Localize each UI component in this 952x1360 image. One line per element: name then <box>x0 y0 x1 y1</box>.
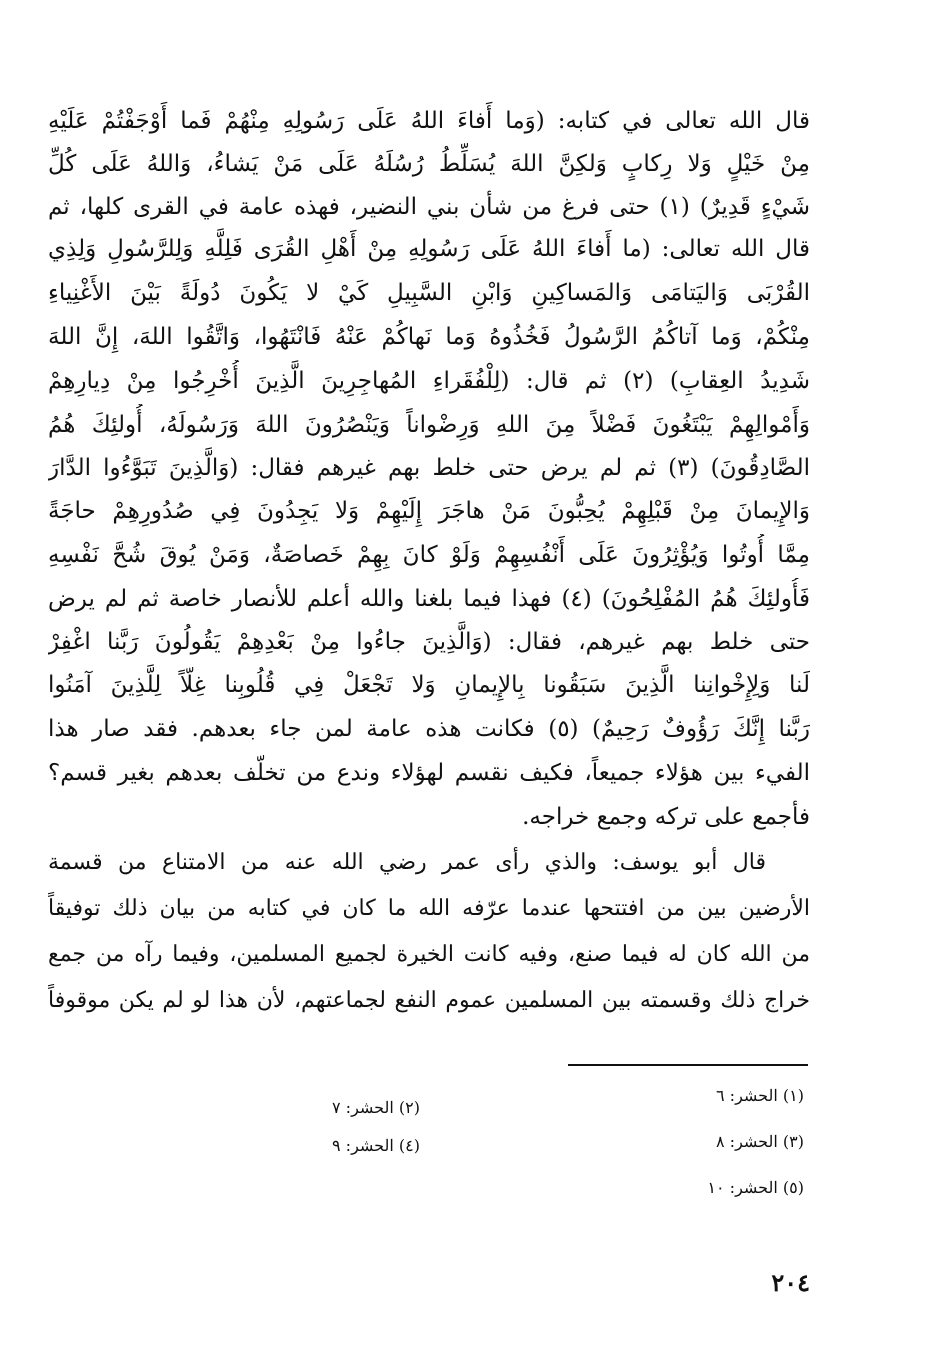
text-line: الأرضين بين من افتتحها عندما عرّفه الله ما كان في كتابه من بيان ذلك توفيقاً <box>48 896 810 921</box>
text-line: رَبَّنا إِنَّكَ رَؤُوفٌ رَحِيمٌ) (٥) فكانت هذه عامة لمن جاء بعدهم. فقد صار هذا <box>48 716 810 742</box>
footnote-4: (٤) الحشر: ٩ <box>332 1136 420 1155</box>
footnote-separator <box>568 1064 808 1066</box>
text-line: لَنا وَلِإِخْوانِنا الَّذِينَ سَبَقُونا بِالإِيمانِ وَلا تَجْعَلْ فِي قُلُوبِنا غِلّاً لِلَّذِينَ آمَنُوا <box>48 672 810 698</box>
text-line: قال أبو يوسف: والذي رأى عمر رضي الله عنه من الامتناع من قسمة <box>48 850 766 875</box>
paragraph-2 <box>48 0 810 1360</box>
text-line: فَأُولئِكَ هُمُ المُفْلِحُونَ) (٤) فهذا فيما بلغنا والله أعلم للأنصار خاصة ثم لم يرض <box>48 586 810 612</box>
text-line: قال الله تعالى في كتابه: (وَما أَفاءَ اللهُ عَلَى رَسُولِهِ مِنْهُمْ فَما أَوْجَفْتُمْ عَلَيْهِ <box>48 108 810 134</box>
footnote-1: (١) الحشر: ٦ <box>716 1086 804 1105</box>
text-line: من الله كان له فيما صنع، وفيه كانت الخيرة لجميع المسلمين، وفيما رآه من جمع <box>48 942 810 967</box>
footnote-2: (٢) الحشر: ٧ <box>332 1098 420 1117</box>
text-line: فأجمع على تركه وجمع خراجه. <box>522 804 810 830</box>
text-line: مِنْكُمْ، وَما آتاكُمُ الرَّسُولُ فَخُذُوهُ وَما نَهاكُمْ عَنْهُ فَانْتَهُوا، وَاتَّقُوا اللهَ، إِنَّ اللهَ <box>48 324 810 350</box>
text-line: مِمَّا أُوتُوا وَيُؤْثِرُونَ عَلَى أَنْفُسِهِمْ وَلَوْ كانَ بِهِمْ خَصاصَةٌ، وَمَنْ يُوقَ شُحَّ نَفْسِهِ <box>48 542 810 568</box>
text-line: الفيء بين هؤلاء جميعاً، فكيف نقسم لهؤلاء وندع من تخلّف بعدهم بغير قسم؟ <box>48 760 810 786</box>
text-line: القُرْبَى وَاليَتامَى وَالمَساكِينِ وَابْنِ السَّبِيلِ كَيْ لا يَكُونَ دُولَةً بَيْنَ الأَغْنِياءِ <box>48 280 810 306</box>
footnote-5: (٥) الحشر: ١٠ <box>707 1178 804 1197</box>
text-line: خراج ذلك وقسمته بين المسلمين عموم النفع لجماعتهم، لأن هذا لو لم يكن موقوفاً <box>48 988 810 1013</box>
text-line: شَيْءٍ قَدِيرٌ) (١) حتى فرغ من شأن بني النضير، فهذه عامة في القرى كلها، ثم <box>48 194 810 220</box>
text-line: وَأَمْوالِهِمْ يَبْتَغُونَ فَضْلاً مِنَ اللهِ وَرِضْواناً وَيَنْصُرُونَ اللهَ وَرَسُولَهُ، أُولئِكَ هُمُ <box>48 412 810 438</box>
text-line: قال الله تعالى: (ما أَفاءَ اللهُ عَلَى رَسُولِهِ مِنْ أَهْلِ القُرَى فَلِلَّهِ وَلِلرَّسُولِ وَلِذِي <box>48 236 810 262</box>
text-line: وَالإِيمانَ مِنْ قَبْلِهِمْ يُحِبُّونَ مَنْ هاجَرَ إِلَيْهِمْ وَلا يَجِدُونَ فِي صُدُورِهِمْ حاجَةً <box>48 498 810 524</box>
footnote-3: (٣) الحشر: ٨ <box>716 1132 804 1151</box>
text-line: حتى خلط بهم غيرهم، فقال: (وَالَّذِينَ جاءُوا مِنْ بَعْدِهِمْ يَقُولُونَ رَبَّنا اغْفِرْ <box>48 629 810 655</box>
text-line: شَدِيدُ العِقابِ) (٢) ثم قال: (لِلْفُقَراءِ المُهاجِرِينَ الَّذِينَ أُخْرِجُوا مِنْ دِيارِهِمْ <box>48 368 810 394</box>
page-number: ٢٠٤ <box>771 1268 810 1297</box>
text-line: الصَّادِقُونَ) (٣) ثم لم يرض حتى خلط بهم غيرهم فقال: (وَالَّذِينَ تَبَوَّءُوا الدَّارَ <box>48 455 810 481</box>
text-line: مِنْ خَيْلٍ وَلا رِكابٍ وَلكِنَّ اللهَ يُسَلِّطُ رُسُلَهُ عَلَى مَنْ يَشاءُ، وَاللهُ عَلَى كُلِّ <box>48 151 810 177</box>
